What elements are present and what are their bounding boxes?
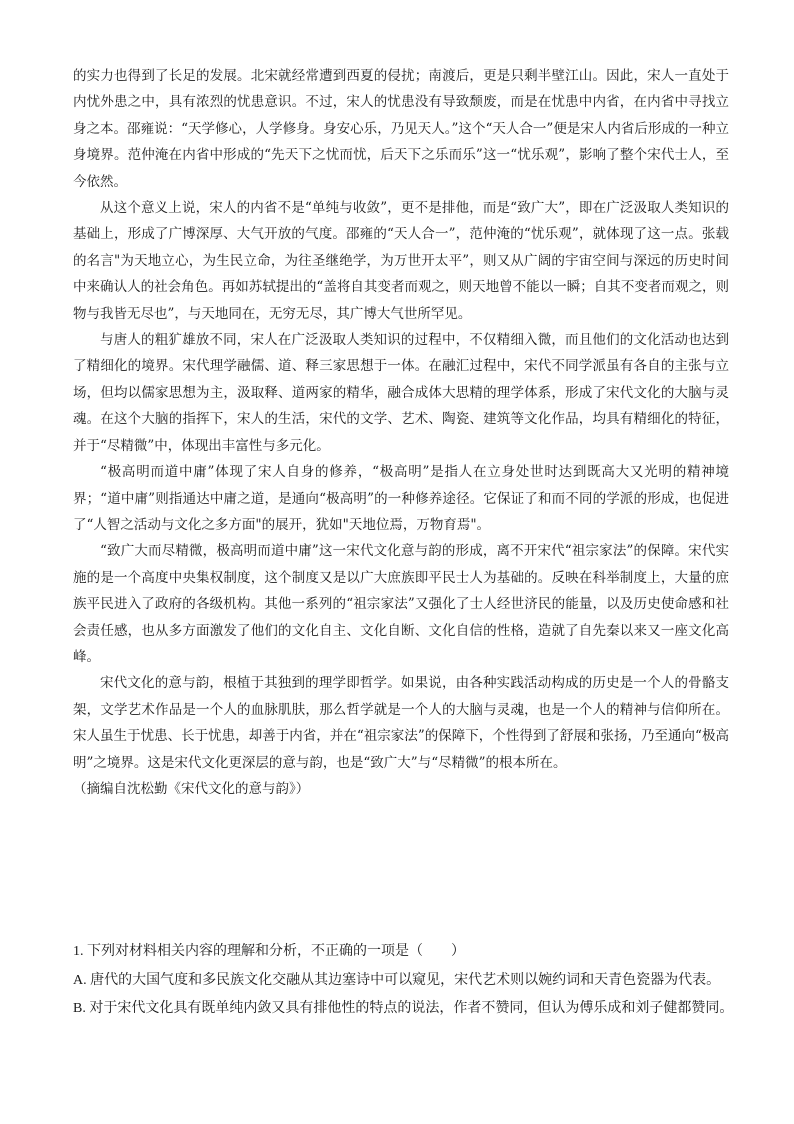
article-paragraph: 从这个意义上说，宋人的内省不是“单纯与收敛”，更不是排他，而是“致广大”，即在广泛汲取人类知识的基础上，形成了广博深厚、大气开放的气度。邵雍的“天人合一”，范仲淹的“忧乐观”，就体现了这一点。张载的名言"为天地立心，为生民立命，为往圣继绝学，为万世开太平”，则又从广阔的宇宙空间与深远的历史时间中来确认人的社会角色。再如苏轼提出的“盖将自其变者而观之，则天地曾不能以一瞬；自其不变者而观之，则物与我皆无尽也”，与天地同在，无穷无尽，其广博大气世所罕见。: [73, 200, 729, 322]
article-paragraph: “致广大而尽精微，极高明而道中庸”这一宋代文化意与韵的形成，离不开宋代“祖宗家法”的保障。宋代实施的是一个高度中央集权制度，这个制度又是以广大庶族即平民士人为基础的。反映在科举制度上，大量的庶族平民进入了政府的各级机构。其他一系列的“祖宗家法”又强化了士人经世济民的能量，以及历史使命感和社会责任感，也从多方面激发了他们的文化自主、文化自断、文化自信的性格，造就了自先秦以来又一座文化高峰。: [73, 543, 729, 665]
article-body: [73, 63, 729, 802]
article-paragraph: 的实力也得到了长足的发展。北宋就经常遭到西夏的侵扰；南渡后，更是只剩半壁江山。因此，宋人一直处于内忧外患之中，具有浓烈的忧患意识。不过，宋人的忧患没有导致颓废，而是在忧患中内省，在内省中寻找立身之本。邵雍说：“天学修心，人学修身。身安心乐，乃见天人。”这个“天人合一”便是宋人内省后形成的一种立身境界。范仲淹在内省中形成的“先天下之忧而忧，后天下之乐而乐”这一“忧乐观”，影响了整个宋代士人，至今依然。: [73, 68, 729, 190]
question-1-option-b: B. 对于宋代文化具有既单纯内敛又具有排他性的特点的说法，作者不赞同，但认为傅乐成和刘子健都赞同。: [73, 1001, 734, 1016]
question-section: [73, 938, 743, 1024]
article-source-citation: （摘编自沈松勤《宋代文化的意与韵》）: [73, 780, 310, 797]
article-paragraph: “极高明而道中庸”体现了宋人自身的修养，“极高明”是指人在立身处世时达到既高大又光明的精神境界；“道中庸”则指通达中庸之道，是通向“极高明”的一种修养途径。它保证了和而不同的学派的形成，也促进了“人智之活动与文化之多方面"的展开，犹如"天地位焉，万物育焉"。: [73, 464, 729, 533]
article-paragraph: 宋代文化的意与韵，根植于其独到的理学即哲学。如果说，由各种实践活动构成的历史是一个人的骨骼支架，文学艺术作品是一个人的血脉肌肤，那么哲学就是一个人的大脑与灵魂，也是一个人的精神与信仰所在。宋人虽生于忧患、长于忧患，却善于内省，并在“祖宗家法”的保障下，个性得到了舒展和张扬，乃至通向“极高明”之境界。这是宋代文化更深层的意与韵，也是“致广大”与“尽精微”的根本所在。: [73, 675, 729, 771]
question-1-stem: 1. 下列对材料相关内容的理解和分析，不正确的一项是（ ）: [73, 944, 465, 959]
question-1-option-a: A. 唐代的大国气度和多民族文化交融从其边塞诗中可以窥见，宋代艺术则以婉约词和天青色瓷器为代表。: [73, 972, 721, 988]
article-paragraph: 与唐人的粗犷雄放不同，宋人在广泛汲取人类知识的过程中，不仅精细入微，而且他们的文化活动也达到了精细化的境界。宋代理学融儒、道、释三家思想于一体。在融汇过程中，宋代不同学派虽有各自的主张与立场，但均以儒家思想为主，汲取释、道两家的精华，融合成体大思精的理学体系，形成了宋代文化的大脑与灵魂。在这个大脑的指挥下，宋人的生活，宋代的文学、艺术、陶瓷、建筑等文化作品，均具有精细化的特征，并于“尽精微”中，体现出丰富性与多元化。: [73, 332, 729, 454]
